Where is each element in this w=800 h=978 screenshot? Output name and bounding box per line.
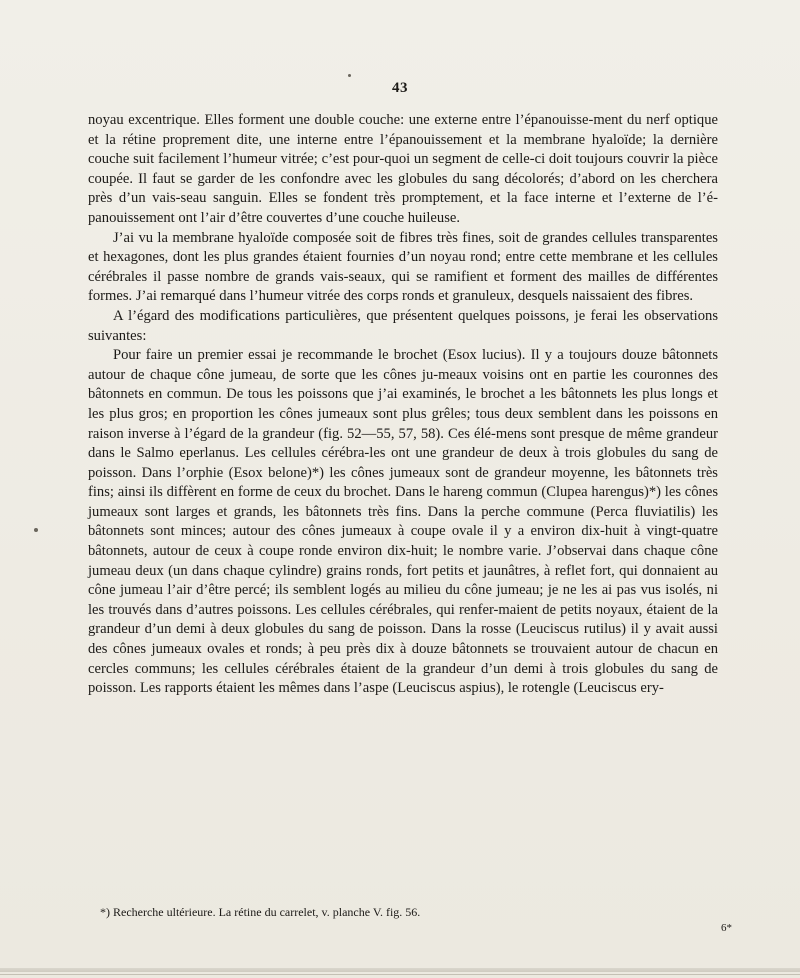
page-edge-shadow [0,968,800,972]
body-text [88,111,718,699]
paragraph-4: Pour faire un premier essai je recommande le brochet (Esox lucius). Il y a toujours douze bâtonnets autour de chaque cône jumeau, de sorte que les cônes ju-meaux voisins ont en partie les couronnes des bâtonnets en commun. De tous les poissons que j’ai examinés, le brochet a les bâtonnets les plus longs et les plus gros; en proportion les cônes jumeaux sont plus grêles; tous deux semblent dans les poissons en raison inverse à l’égard de la grandeur (fig. 52—55, 57, 58). Ces élé-mens sont presque de même grandeur dans le Salmo eperlanus. Les cellules cérébra-les ont une grandeur de deux à trois globules du sang de poisson. Dans l’orphie (Esox belone)*) les cônes jumeaux sont de grandeur moyenne, les bâtonnets très fins; ainsi ils diffèrent en forme de ceux du brochet. Dans le hareng commun (Clupea harengus)*) les cônes jumeaux sont larges et grands, les bâtonnets très fins. Dans la perche commune (Perca fluviatilis) les bâtonnets sont minces; autour des cônes jumeaux à coupe ovale il y a environ dix-huit à vingt-quatre bâtonnets, autour de ceux à coupe ronde environ dix-huit; le nombre varie. J’observai dans chaque cône jumeau deux (un dans chaque cylindre) grains ronds, fort petits et jaunâtres, à reflet fort, qui donnaient au cône jumeau l’air d’être percé; ils semblent logés au milieu du cône jumeau; je ne les ai pas vus isolés, ni les trouvés dans d’autres poissons. Les cellules cérébrales, qui renfer-maient de petits noyaux, étaient de la grandeur d’un demi à deux globules du sang de poisson. Dans la rosse (Leuciscus rutilus) il y avait aussi des cônes jumeaux ovales et ronds; à peu près dix à douze bâtonnets se trouvaient autour de chacun en cercles communs; les cellules cérébrales étaient de la grandeur d’un demi à trois globules du sang de poisson. Les rapports étaient les mêmes dans l’aspe (Leuciscus aspius), le rotengle (Leuciscus ery- [88,347,718,697]
ink-speck [34,528,38,532]
signature-mark: 6* [721,922,732,934]
footnote: *) Recherche ultérieure. La rétine du carrelet, v. planche V. fig. 56. [100,905,421,919]
page-edge-line [0,974,800,975]
paragraph-3: A l’égard des modifications particulières, que présentent quelques poissons, je ferai les observations suivantes: [88,307,718,344]
ink-speck [348,74,351,77]
paragraph-1: noyau excentrique. Elles forment une double couche: une externe entre l’épanouisse-ment du nerf optique et la rétine proprement dite, une interne entre l’épanouissement et la membrane hyaloïde; la dernière couche suit facilement l’humeur vitrée; c’est pour-quoi un segment de celle-ci doit toujours couvrir la pièce coupée. Il faut se garder de les confondre avec les globules du sang décolorés; d’abord on les cherchera près d’un vais-seau sanguin. Elles se fondent très promptement, et la face interne et l’externe de l’é-panouissement ont l’air d’être couvertes d’une couche huileuse. [88,112,718,226]
paragraph-2: J’ai vu la membrane hyaloïde composée soit de fibres très fines, soit de grandes cellules transparentes et hexagones, dont les plus grandes étaient fournies d’un noyau rond; entre cette membrane et les cellules cérébrales il passe nombre de grands vais-seaux, qui se ramifient et forment des mailles de différentes formes. J’ai remarqué dans l’humeur vitrée des corps ronds et granuleux, desquels naissaient des fibres. [88,229,718,305]
page-number: 43 [392,80,408,96]
